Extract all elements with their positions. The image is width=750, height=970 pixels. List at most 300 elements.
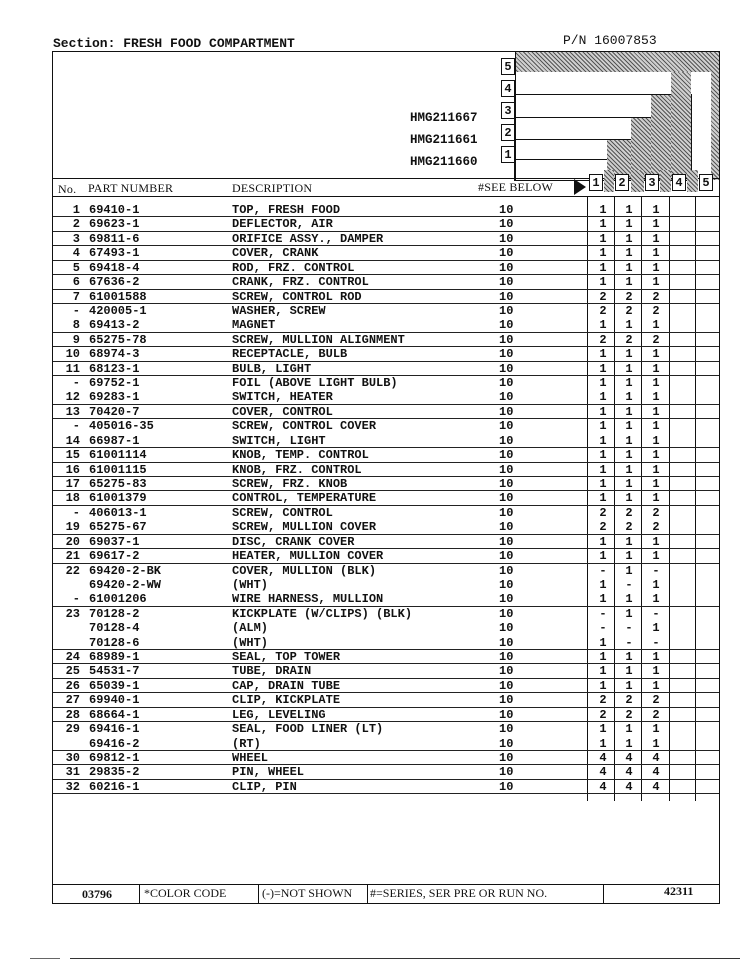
description: FOIL (ABOVE LIGHT BULB) [232,376,398,391]
see-below: 10 [499,621,514,636]
see-below: 10 [499,736,514,751]
description: RECEPTACLE, BULB [232,347,348,362]
table-row [53,664,719,678]
part-number: 66987-1 [89,433,140,448]
table-row [53,491,719,505]
qty-model-3: 1 [652,448,660,463]
description: (ALM) [232,621,269,636]
table-row [53,650,719,664]
row-divider [53,404,719,405]
qty-model-1: 1 [599,448,607,463]
table-row [53,203,719,217]
see-below: 10 [499,275,514,290]
row-divider [53,663,719,664]
part-number: 69623-1 [89,217,140,232]
qty-model-1: 1 [599,318,607,333]
row-divider [53,375,719,376]
description: SCREW, CONTROL [232,505,333,520]
item-number: 26 [65,678,80,693]
row-divider [53,793,719,794]
row-divider [53,721,719,722]
qty-model-2: 2 [625,505,633,520]
row-divider [53,548,719,549]
qty-model-2: 1 [625,462,633,477]
part-number: 69416-2 [89,736,140,751]
see-below: 10 [499,722,514,737]
see-below: 10 [499,606,514,621]
qty-model-1: 1 [599,592,607,607]
description: CLIP, PIN [232,779,297,794]
qty-model-1: 1 [599,433,607,448]
part-number: 70128-6 [89,635,140,650]
item-number: 13 [65,404,80,419]
qty-model-2: 2 [625,693,633,708]
see-below: 10 [499,563,514,578]
qty-model-3: 4 [652,779,660,794]
col-header-part-number: PART NUMBER [88,181,174,195]
qty-model-1: 1 [599,376,607,391]
qty-model-3: 1 [652,390,660,405]
qty-model-3: 2 [652,693,660,708]
model-box-2: 2 [501,124,515,141]
part-number: 420005-1 [89,303,147,318]
footer-series-note: #=SERIES, SER PRE OR RUN NO. [370,886,548,900]
see-below: 10 [499,491,514,506]
table-row [53,737,719,751]
description: COVER, CRANK [232,246,319,261]
description: LEG, LEVELING [232,707,326,722]
qty-model-1: 2 [599,693,607,708]
part-number: 29835-2 [89,765,140,780]
item-number: 1 [72,203,80,217]
qty-model-3: - [652,606,660,621]
row-divider [53,534,719,535]
qty-model-2: 1 [625,678,633,693]
description: (RT) [232,736,261,751]
table-row [53,419,719,433]
table-row [53,390,719,404]
item-number: 21 [65,549,80,564]
qty-model-3: 1 [652,347,660,362]
qty-model-3: 1 [652,217,660,232]
table-row [53,506,719,520]
description: WHEEL [232,750,269,765]
see-below: 10 [499,203,514,217]
qty-model-2: 1 [625,491,633,506]
description: SWITCH, HEATER [232,390,333,405]
row-divider [53,361,719,362]
qty-model-2: 1 [625,448,633,463]
table-row [53,318,719,332]
model-number: HMG211660 [410,155,478,169]
see-below: 10 [499,476,514,491]
table-row [53,405,719,419]
see-below: 10 [499,289,514,304]
part-number: 65275-78 [89,332,147,347]
part-number: 69752-1 [89,376,140,391]
table-row [53,520,719,534]
item-number: 15 [65,448,80,463]
item-number: 10 [65,347,80,362]
description: CRANK, FRZ. CONTROL [232,275,369,290]
qty-model-3: 2 [652,707,660,722]
column-box-2: 2 [615,174,629,191]
qty-model-1: 1 [599,231,607,246]
item-number: 8 [72,318,80,333]
model-box-5: 5 [501,58,515,75]
part-number: 69940-1 [89,693,140,708]
item-number: 25 [65,664,80,679]
row-divider [53,462,719,463]
description: ORIFICE ASSY., DAMPER [232,231,384,246]
part-number: 65039-1 [89,678,140,693]
see-below: 10 [499,303,514,318]
qty-model-1: 1 [599,246,607,261]
see-below: 10 [499,707,514,722]
item-number: 14 [65,433,80,448]
qty-model-2: 4 [625,750,633,765]
part-number: 69812-1 [89,750,140,765]
part-number: 61001115 [89,462,147,477]
description: SCREW, CONTROL COVER [232,419,377,434]
part-number: 69413-2 [89,318,140,333]
table-row [53,592,719,606]
row-divider [53,231,719,232]
qty-model-3: 1 [652,419,660,434]
qty-model-1: 1 [599,722,607,737]
qty-model-3: 1 [652,592,660,607]
description: DEFLECTOR, AIR [232,217,333,232]
item-number: 24 [65,650,80,665]
description: SEAL, FOOD LINER (LT) [232,722,384,737]
row-divider [53,505,719,506]
model-box-3: 3 [501,102,515,119]
see-below: 10 [499,549,514,564]
item-number: 5 [72,260,80,275]
description: HEATER, MULLION COVER [232,549,384,564]
footer-color-code: *COLOR CODE [144,886,227,900]
row-divider [53,764,719,765]
column-box-5: 5 [699,174,713,191]
part-number: 69420-2-BK [89,563,162,578]
qty-model-2: 1 [625,217,633,232]
qty-model-2: 4 [625,779,633,794]
item-number: 6 [72,275,80,290]
qty-model-1: 2 [599,520,607,535]
row-divider [53,490,719,491]
table-row [53,232,719,246]
see-below: 10 [499,246,514,261]
qty-model-1: 1 [599,664,607,679]
see-below: 10 [499,404,514,419]
qty-model-3: 1 [652,736,660,751]
qty-model-3: 1 [652,231,660,246]
table-row [53,333,719,347]
qty-model-2: - [625,577,633,592]
see-below: 10 [499,750,514,765]
part-number: 70128-4 [89,621,140,636]
qty-model-2: 1 [625,419,633,434]
description: WIRE HARNESS, MULLION [232,592,384,607]
item-number: 29 [65,722,80,737]
col-header-see-below: #SEE BELOW [478,180,553,194]
table-row [53,722,719,736]
see-below: 10 [499,462,514,477]
row-divider [53,260,719,261]
description: SCREW, MULLION ALIGNMENT [232,332,405,347]
row-divider [53,649,719,650]
row-divider [53,346,719,347]
qty-model-2: - [625,621,633,636]
description: CLIP, KICKPLATE [232,693,341,708]
item-number: 28 [65,707,80,722]
see-below: 10 [499,433,514,448]
see-below: 10 [499,650,514,665]
qty-model-2: 1 [625,476,633,491]
part-number: 69037-1 [89,534,140,549]
qty-model-2: 1 [625,433,633,448]
see-below: 10 [499,217,514,232]
description: BULB, LIGHT [232,361,312,376]
arrow-marker [574,179,586,195]
qty-model-2: 1 [625,404,633,419]
row-divider [53,678,719,679]
qty-model-1: 1 [599,635,607,650]
qty-model-3: 1 [652,376,660,391]
row-divider [53,476,719,477]
table-row [53,347,719,361]
row-divider [53,274,719,275]
qty-model-3: 1 [652,404,660,419]
qty-model-3: 1 [652,361,660,376]
description: (WHT) [232,577,269,592]
qty-model-2: 1 [625,664,633,679]
row-divider [53,418,719,419]
description: SWITCH, LIGHT [232,433,326,448]
description: COVER, MULLION (BLK) [232,563,377,578]
qty-model-2: 4 [625,765,633,780]
qty-model-2: 1 [625,592,633,607]
item-number: - [72,376,80,391]
see-below: 10 [499,361,514,376]
part-number: 67493-1 [89,246,140,261]
qty-model-1: - [599,563,607,578]
item-number: 23 [65,606,80,621]
qty-model-3: 1 [652,650,660,665]
qty-model-2: 1 [625,376,633,391]
qty-model-1: 1 [599,404,607,419]
see-below: 10 [499,577,514,592]
qty-model-1: 1 [599,260,607,275]
col-header-no: No. [58,182,77,196]
qty-model-2: 2 [625,707,633,722]
item-number: 18 [65,491,80,506]
row-divider [53,779,719,780]
qty-model-3: 1 [652,621,660,636]
qty-model-1: 1 [599,650,607,665]
item-number: 4 [72,246,80,261]
qty-model-2: 1 [625,563,633,578]
description: TOP, FRESH FOOD [232,203,341,217]
qty-model-1: 1 [599,419,607,434]
qty-model-3: 2 [652,520,660,535]
qty-model-3: 1 [652,246,660,261]
model-box-1: 1 [501,146,515,163]
row-divider [53,332,719,333]
qty-model-1: 2 [599,505,607,520]
table-row [53,217,719,231]
item-number: 16 [65,462,80,477]
see-below: 10 [499,332,514,347]
see-below: 10 [499,664,514,679]
part-number: 65275-67 [89,520,147,535]
qty-model-1: 1 [599,476,607,491]
part-number: 61001206 [89,592,147,607]
qty-model-3: 4 [652,765,660,780]
qty-model-3: 2 [652,289,660,304]
qty-model-2: 2 [625,289,633,304]
qty-model-3: 2 [652,332,660,347]
item-number: 9 [72,332,80,347]
table-row [53,679,719,693]
table-row [53,261,719,275]
part-number-header: P/N 16007853 [563,33,657,48]
qty-model-1: 1 [599,678,607,693]
qty-model-2: 1 [625,534,633,549]
table-row [53,275,719,289]
description: KNOB, TEMP. CONTROL [232,448,369,463]
qty-model-1: 1 [599,217,607,232]
description: COVER, CONTROL [232,404,333,419]
qty-model-1: 1 [599,577,607,592]
qty-model-2: 2 [625,520,633,535]
qty-model-1: 1 [599,534,607,549]
qty-model-3: 1 [652,664,660,679]
row-divider [53,563,719,564]
see-below: 10 [499,390,514,405]
qty-model-3: 1 [652,722,660,737]
qty-model-2: 1 [625,203,633,217]
qty-model-3: 1 [652,318,660,333]
qty-model-1: - [599,621,607,636]
qty-model-2: 1 [625,231,633,246]
qty-model-2: 1 [625,650,633,665]
part-number: 69418-4 [89,260,140,275]
qty-model-2: 2 [625,303,633,318]
qty-model-3: 1 [652,678,660,693]
model-box-4: 4 [501,80,515,97]
table-row [53,477,719,491]
description: MAGNET [232,318,276,333]
qty-model-1: 1 [599,736,607,751]
section-title: Section: FRESH FOOD COMPARTMENT [53,36,295,51]
qty-model-1: 1 [599,549,607,564]
row-divider [53,216,719,217]
qty-model-2: 1 [625,736,633,751]
row-divider [53,750,719,751]
part-number: 61001379 [89,491,147,506]
table-row [53,693,719,707]
qty-model-2: - [625,635,633,650]
row-divider [53,245,719,246]
table-row [53,636,719,650]
part-number: 69283-1 [89,390,140,405]
row-divider [53,606,719,607]
description: DISC, CRANK COVER [232,534,355,549]
qty-model-2: 2 [625,332,633,347]
row-divider [53,289,719,290]
footer-page-number: 42311 [664,884,694,898]
see-below: 10 [499,448,514,463]
table-row [53,304,719,318]
row-divider [53,447,719,448]
part-number: 69410-1 [89,203,140,217]
description: KNOB, FRZ. CONTROL [232,462,362,477]
qty-model-3: 1 [652,203,660,217]
see-below: 10 [499,693,514,708]
qty-model-3: 2 [652,505,660,520]
see-below: 10 [499,779,514,794]
see-below: 10 [499,419,514,434]
see-below: 10 [499,534,514,549]
item-number: 3 [72,231,80,246]
table-row [53,434,719,448]
part-number: 68123-1 [89,361,140,376]
qty-model-3: 4 [652,750,660,765]
qty-model-2: 1 [625,606,633,621]
item-number: 19 [65,520,80,535]
qty-model-1: 2 [599,332,607,347]
qty-model-3: 1 [652,491,660,506]
see-below: 10 [499,520,514,535]
qty-model-1: 2 [599,707,607,722]
part-number: 405016-35 [89,419,154,434]
table-row [53,448,719,462]
part-number: 69420-2-WW [89,577,162,592]
qty-model-1: 4 [599,750,607,765]
qty-model-2: 1 [625,361,633,376]
part-number: 69416-1 [89,722,140,737]
qty-model-2: 1 [625,318,633,333]
qty-model-2: 1 [625,549,633,564]
part-number: 69617-2 [89,549,140,564]
description: PIN, WHEEL [232,765,305,780]
row-divider [53,303,719,304]
qty-model-3: 1 [652,534,660,549]
qty-model-3: 1 [652,577,660,592]
see-below: 10 [499,231,514,246]
item-number: 20 [65,534,80,549]
qty-model-2: 1 [625,246,633,261]
qty-model-3: 1 [652,549,660,564]
table-row [53,549,719,563]
item-number: 32 [65,779,80,794]
model-number: HMG211661 [410,133,478,147]
col-header-description: DESCRIPTION [232,181,313,195]
item-number: 7 [72,289,80,304]
table-row [53,362,719,376]
qty-model-1: 4 [599,765,607,780]
qty-model-1: 1 [599,275,607,290]
see-below: 10 [499,635,514,650]
row-divider [53,692,719,693]
item-number: - [72,303,80,318]
qty-model-1: 1 [599,361,607,376]
table-row [53,564,719,578]
qty-model-3: - [652,563,660,578]
qty-model-3: 1 [652,476,660,491]
footer-not-shown: (-)=NOT SHOWN [262,886,353,900]
